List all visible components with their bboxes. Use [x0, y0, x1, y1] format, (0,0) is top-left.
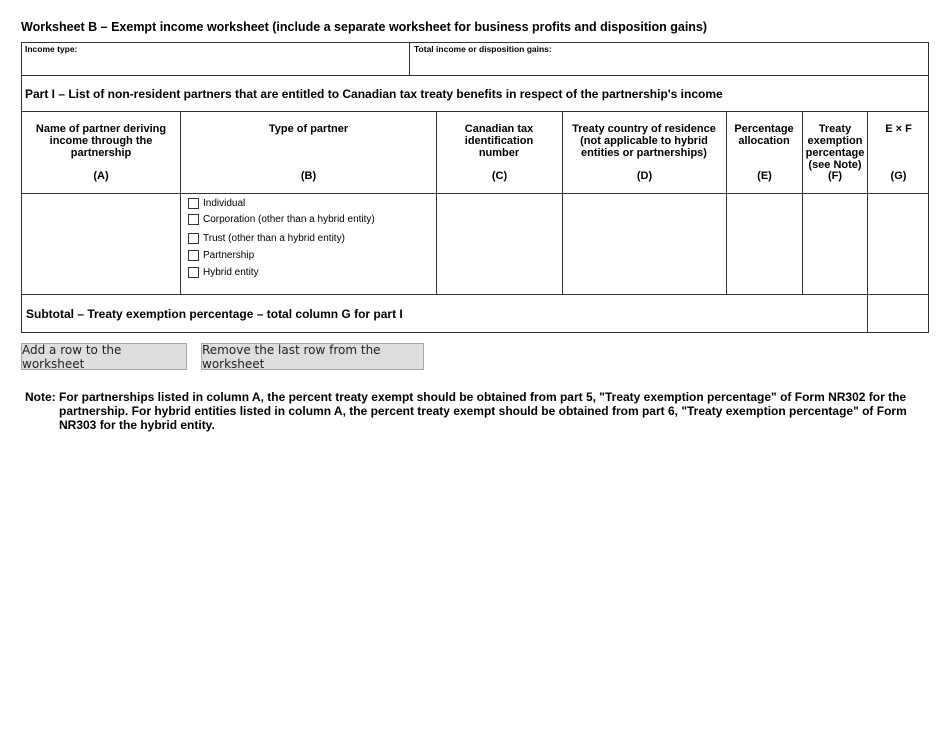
- checkbox-trust[interactable]: [188, 233, 199, 244]
- col-d-header: Treaty country of residence (not applicable to hybrid entities or partnerships): [572, 123, 716, 159]
- note-text: Note: For partnerships listed in column A, the percent treaty exempt should be obtained from part 5, "Treaty exemption percentage" of Form NR302 for the partnership. For hybrid entities listed in column A, the percent treaty exempt should be obtained from part 6, "Treaty exemption percentage" of Form NR303 for the hybrid entity.: [25, 390, 907, 432]
- remove-row-button[interactable]: Remove the last row from the worksheet: [201, 343, 424, 370]
- checkbox-corporation[interactable]: [188, 214, 199, 225]
- percentage-allocation-input[interactable]: [727, 194, 802, 294]
- col-a-header: Name of partner deriving income through the partnership: [35, 123, 167, 159]
- col-a-letter: (A): [93, 170, 109, 182]
- total-income-field[interactable]: [410, 55, 928, 75]
- tax-id-input[interactable]: [437, 194, 562, 294]
- checkbox-individual[interactable]: [188, 198, 199, 209]
- col-f-letter: (F): [827, 170, 843, 182]
- col-e-letter: (E): [757, 170, 772, 182]
- checkbox-partnership[interactable]: [188, 250, 199, 261]
- partner-type-corporation[interactable]: [188, 212, 375, 226]
- partner-type-hybrid[interactable]: [188, 265, 259, 279]
- col-b-letter: (B): [300, 170, 317, 182]
- partner-type-label: Partnership: [203, 249, 255, 261]
- col-c-letter: (C): [491, 170, 508, 182]
- checkbox-hybrid[interactable]: [188, 267, 199, 278]
- col-c-header: Canadian tax identification number: [464, 123, 534, 159]
- col-g-letter: (G): [890, 170, 907, 182]
- total-income-label: Total income or disposition gains:: [414, 44, 552, 54]
- partner-type-label: Hybrid entity: [203, 266, 259, 278]
- income-type-label: Income type:: [25, 44, 78, 54]
- treaty-exemption-input[interactable]: [803, 194, 867, 294]
- col-f-header: Treaty exemption percentage (see Note): [805, 123, 865, 171]
- income-type-field[interactable]: [22, 55, 408, 75]
- col-g-header: E × F: [885, 123, 912, 135]
- partner-type-trust[interactable]: [188, 231, 345, 245]
- partner-type-label: Trust (other than a hybrid entity): [203, 232, 345, 244]
- e-times-f-value: [868, 194, 928, 294]
- partner-name-input[interactable]: [22, 194, 180, 294]
- part1-title: Part I – List of non-resident partners that are entitled to Canadian tax treaty benefits in respect of the partnership's income: [25, 87, 723, 101]
- col-b-header: Type of partner: [268, 123, 349, 135]
- partner-type-partnership[interactable]: [188, 248, 254, 262]
- subtotal-value: [868, 295, 928, 332]
- note: [25, 390, 920, 432]
- partner-type-label: Corporation (other than a hybrid entity): [203, 213, 375, 225]
- worksheet-title: Worksheet B – Exempt income worksheet (include a separate worksheet for business profits and disposition gains): [21, 20, 708, 34]
- col-e-header: Percentage allocation: [734, 123, 794, 147]
- col-d-letter: (D): [636, 170, 653, 182]
- partner-type-individual[interactable]: [188, 196, 245, 210]
- partner-type-label: Individual: [203, 197, 246, 209]
- add-row-button[interactable]: Add a row to the worksheet: [21, 343, 187, 370]
- treaty-country-input[interactable]: [563, 194, 726, 294]
- subtotal-label: Subtotal – Treaty exemption percentage – total column G for part I: [26, 307, 403, 321]
